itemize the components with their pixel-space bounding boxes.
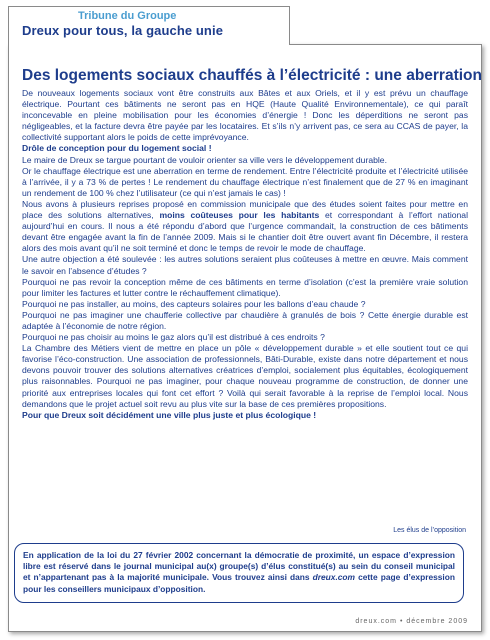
emphasis: moins coûteuses pour les habitants	[159, 210, 320, 221]
legal-notice	[14, 543, 464, 603]
paragraph: Pourquoi ne pas revoir la conception même de ces bâtiments en terme d’isolation (c’est la première vraie solution pour limiter les factures et lutter contre le réchauffement climatique).	[22, 276, 468, 298]
text-run: Nous avons à plusieurs reprises proposé en commission municipale que des études soient faites pour mettre en place des solutions alternatives,	[22, 198, 468, 221]
paragraph	[22, 199, 468, 254]
paragraph: Pourquoi ne pas installer, au moins, des capteurs solaires pour les ballons d’eau chaude ?	[22, 298, 366, 309]
signature: Les élus de l’opposition	[393, 527, 466, 534]
subheading: Drôle de conception pour du logement social !	[22, 143, 212, 154]
paragraph: Une autre objection a été soulevée : les autres solutions seraient plus coûteuses à mettre en œuvre. Mais comment le savoir en l’absence d’études ?	[22, 254, 468, 276]
group-name: Dreux pour tous, la gauche unie	[22, 23, 224, 38]
article-title: Des logements sociaux chauffés à l’électricité : une aberration	[22, 67, 482, 84]
site-name: dreux.com	[312, 572, 355, 583]
legal-text: En application de la loi du 27 février 2002 concernant la démocratie de proximité, un espace d’expression libre est réservé dans le journal municipal au(x) groupe(s) d’élus constitué(s) au sein du conseil municipal et n’appartenant pas à la majorité municipale. Vous trouvez ainsi dans	[23, 550, 455, 583]
paragraph: Le maire de Dreux se targue pourtant de vouloir orienter sa ville vers le développement durable.	[22, 154, 387, 165]
paragraph: Pourquoi ne pas imaginer une chaufferie collective par chaudière à granulés de bois ? Cette énergie durable est adaptée à l’économie de notre région.	[22, 309, 468, 331]
article-body	[22, 88, 468, 421]
legal-text: cette page d’expression pour les conseillers municipaux d’opposition.	[23, 572, 455, 594]
paragraph: Pourquoi ne pas choisir au moins le gaz alors qu’il est distribué à ces endroits ?	[22, 332, 325, 343]
paragraph: La Chambre des Métiers vient de mettre en place un pôle « développement durable » et elle soutient tout ce qui favorise l’éco-construction. Une association de professionnels, Bâti-Durable, existe dans notre département et nous devons pouvoir trouver des solutions alternatives créatrices d’emploi, socialement plus équitables, écologiquement plus raisonnables. Pourquoi ne pas imaginer, pour chaque nouveau programme de construction, de donner une priorité aux entreprises locales qui font cet effort ? Voilà qui serait favorable à la reprise de l’emploi local. Nous demandons que le projet actuel soit revu au plus vite sur la base de ces premières propositions.	[22, 343, 468, 409]
paragraph: Or le chauffage électrique est une aberration en terme de rendement. Entre l’électricité produite et l’électricité utilisée à l’arrivée, il y a 73 % de pertes ! Le rendement du chauffage électrique n’est finalement que de 27 % en imaginant un rendement de 100 % chez l’utilisateur (ce qui n’est jamais le cas) !	[22, 165, 468, 198]
text-run: et correspondant à l’effort national aujourd’hui en cours. Il nous a été répondu d’abord que l’urgence commandait, la construction de ces bâtiments devant être engagée avant la fin de l’année 2009. Mais si le chantier doit être ouvert avant fin Décembre, il restera alors des mois avant qu’il ne soit terminé et donc le temps de revoir le mode de chauffage.	[22, 210, 468, 254]
page-footer: dreux.com • décembre 2009	[355, 618, 468, 625]
conclusion: Pour que Dreux soit décidément une ville plus juste et plus écologique !	[22, 409, 317, 420]
paragraph: De nouveaux logements sociaux vont être construits aux Bâtes et aux Oriels, et il y est prévu un chauffage électrique. Pourtant ces bâtiments ne seront pas en HQE (Haute Qualité Environnementale), ce qui paraît inconcevable en pleine mobilisation pour les économies d’énergie ! Donc les déperditions ne seront pas négligeables, et la facture devra être payée par les locataires. Et s’ils n’y arrivent pas, ce sera au CCAS de payer, la collectivité supportant alors le poids de cette imprévoyance.	[22, 88, 468, 143]
group-label: Tribune du Groupe	[78, 10, 177, 22]
